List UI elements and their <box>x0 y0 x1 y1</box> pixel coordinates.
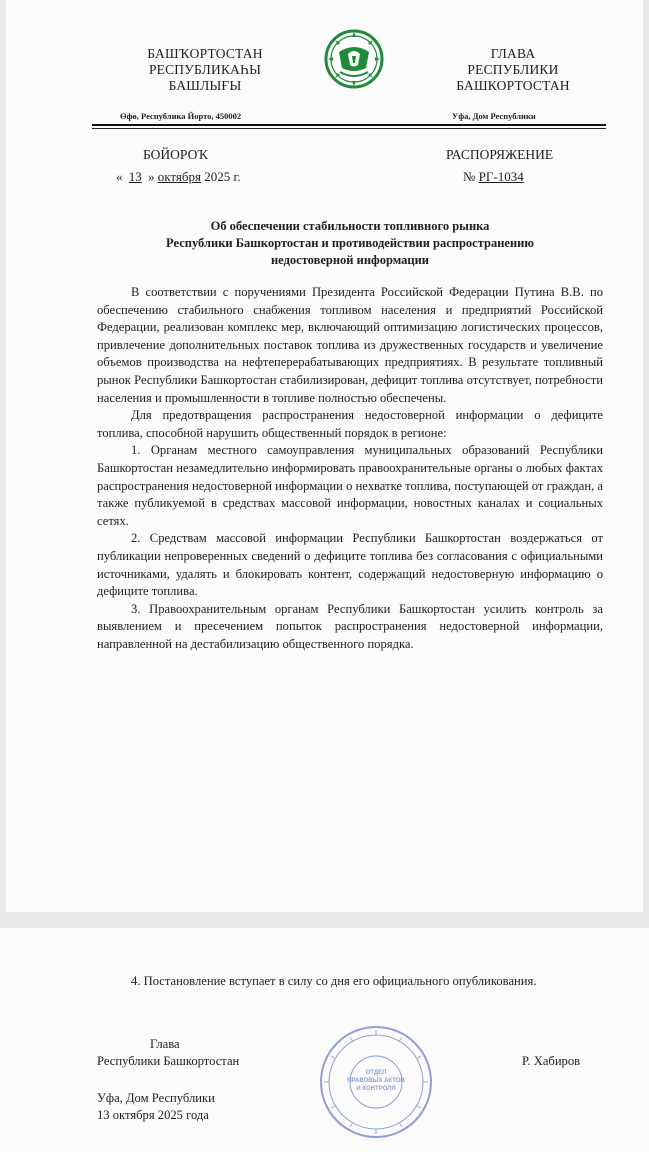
seal-center-text <box>318 1069 434 1093</box>
document-body <box>97 284 603 653</box>
paragraph-item-2: 2. Средствам массовой информации Республики Башкортостан воздержаться от публикации непроверенных сведений о дефиците топлива без согласования с официальными источниками, удалять и блокировать контент, содержащий недостоверную информацию о дефиците топлива. <box>97 531 603 599</box>
bashkortostan-coat-of-arms-icon <box>324 28 384 90</box>
date-quote-open: « <box>116 169 123 184</box>
header-right-address: Уфа, Дом Республики <box>452 111 536 121</box>
header-left-block <box>120 46 290 94</box>
title-line-1: Об обеспечении стабильности топливного рынка <box>210 219 490 233</box>
header-left-line-3: БАШЛЫҒЫ <box>168 78 242 93</box>
signer-title-line-2: Республики Башкортостан <box>97 1054 240 1068</box>
signer-title-line-1: Глава <box>150 1037 180 1051</box>
header-rule-thin <box>92 128 606 129</box>
seal-text-line-3: И КОНТРОЛЯ <box>356 1086 396 1092</box>
header-rule-thick <box>92 124 606 126</box>
paragraph-item-3: 3. Правоохранительным органам Республики Башкортостан усилить контроль за выявлением и пресечением попыток распространения недостоверной информации, направленной на дестабилизацию общественного порядка. <box>97 601 603 651</box>
doc-type-right: РАСПОРЯЖЕНИЕ <box>446 147 554 162</box>
header-right-block <box>428 46 598 94</box>
title-line-2: Республики Башкортостан и противодействии распространению <box>166 236 534 250</box>
seal-text-line-2: ПРАВОВЫХ АКТОВ <box>347 1078 405 1084</box>
doc-number-value: РГ-1034 <box>478 169 524 184</box>
paragraph-2: Для предотвращения распространения недостоверной информации о дефиците топлива, способной нарушить общественный порядок в регионе: <box>97 408 603 440</box>
doc-number <box>463 169 524 185</box>
date-quote-close: » <box>148 169 155 184</box>
paragraph-1: В соответствии с поручениями Президента Российской Федерации Путина В.В. по обеспечению стабильного снабжения топливом населения и предприятий Российской Федерации, реализован комплекс мер, включающий оптимизацию логистических процессов, привлечение дополнительных поставок топлива из дружественных государств и увеличение объемов производства на нефтеперерабатывающих предприятиях. В результате топливный рынок Республики Башкортостан стабилизирован, дефицит топлива отсутствует, потребности населения и промышленности в топливе полностью обеспечены. <box>97 285 603 405</box>
date-day: 13 <box>128 169 142 184</box>
signing-date: 13 октября 2025 года <box>97 1108 209 1122</box>
paragraph-item-4: 4. Постановление вступает в силу со дня его официального опубликования. <box>131 974 537 988</box>
paragraph-item-1: 1. Органам местного самоуправления муниципальных образований Республики Башкортостан незамедлительно информировать правоохранительные органы о любых фактах распространения недостоверной информации о нехватке топлива, поступающей от граждан, а также публикуемой в средствах массовой информации, новостных каналах и социальных сетях. <box>97 443 603 528</box>
document-title <box>96 218 604 269</box>
title-line-3: недостоверной информации <box>270 253 429 267</box>
official-seal <box>318 1024 434 1140</box>
date-year: 2025 г. <box>204 169 241 184</box>
header-left-address: Өфө, Республика Йорто, 450002 <box>120 111 242 121</box>
date-month: октября <box>157 169 201 184</box>
header-right-line-3: БАШКОРТОСТАН <box>456 78 570 93</box>
header-right-line-1: ГЛАВА <box>490 46 536 61</box>
signing-place: Уфа, Дом Республики <box>97 1091 215 1105</box>
doc-type-left: БОЙОРОҠ <box>143 147 208 162</box>
doc-date <box>116 169 241 185</box>
signer-name: Р. Хабиров <box>522 1054 581 1068</box>
seal-text-line-1: ОТДЕЛ <box>365 1070 387 1076</box>
page2-body <box>97 973 600 991</box>
header-left-line-2: РЕСПУБЛИКАҺЫ <box>148 62 262 77</box>
header-left-line-1: БАШҠОРТОСТАН <box>147 46 263 61</box>
doc-number-prefix: № <box>463 169 476 184</box>
header-right-line-2: РЕСПУБЛИКИ <box>467 62 559 77</box>
